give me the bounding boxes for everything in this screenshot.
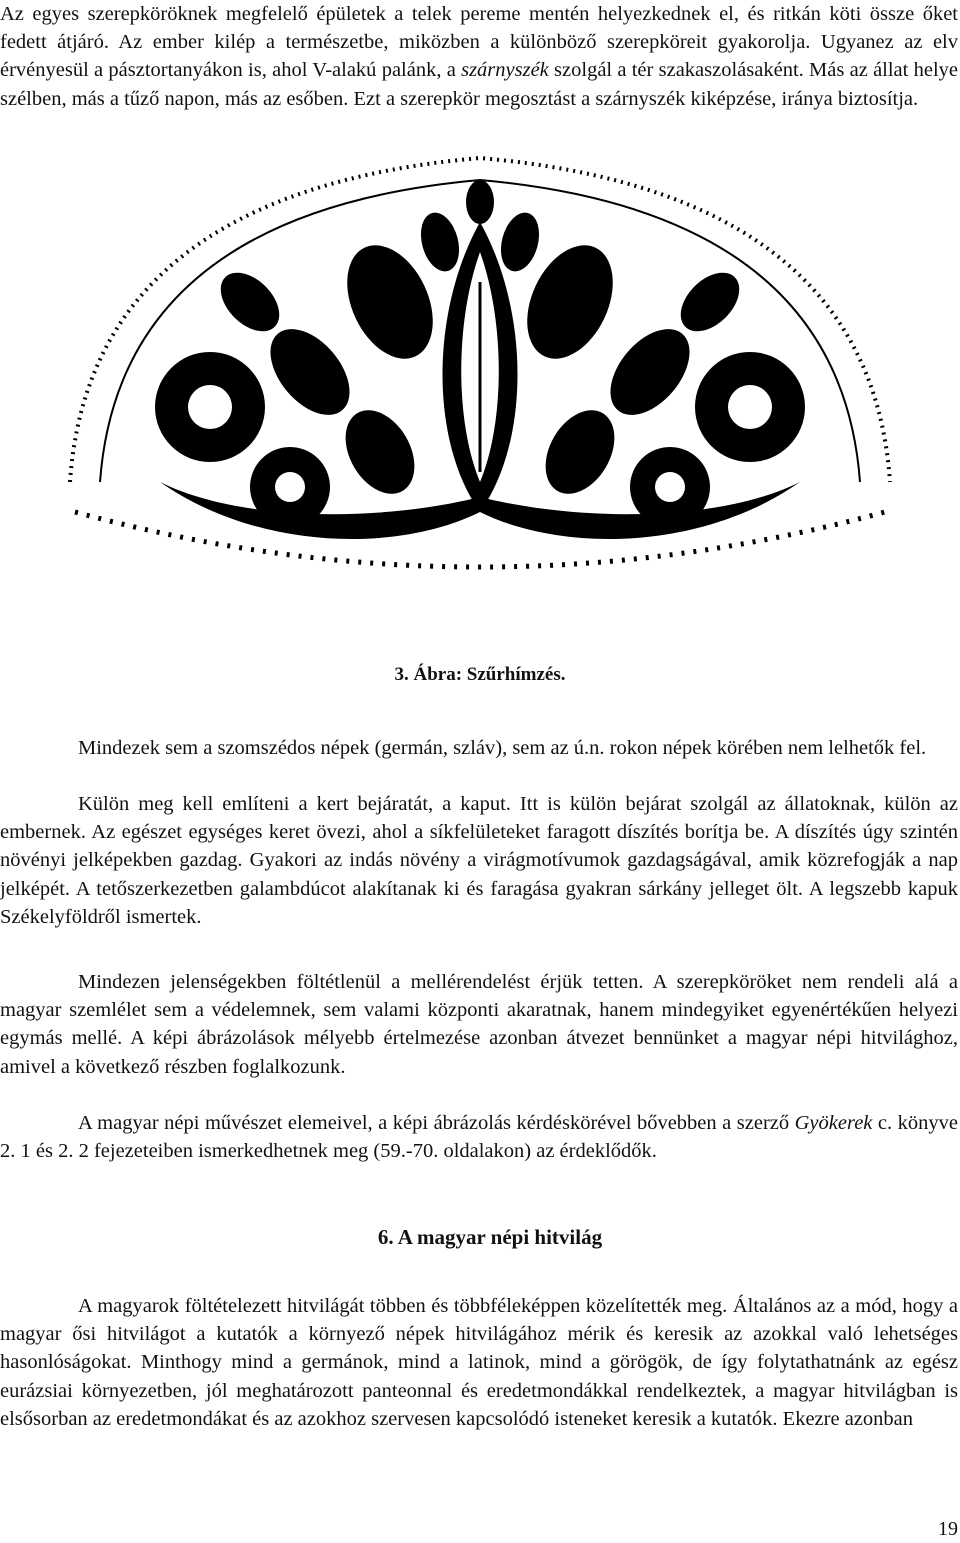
leaf-lower-left [332,398,429,506]
paragraph-1: Mindezek sem a szomszédos népek (germán, szláv), sem az ú.n. rokon népek körében nem lelhetők fel. [78,737,927,759]
figure-base-dotted-line [75,512,885,567]
intro-text-1: Az egyes szerepköröknek megfelelő épületek a telek pereme mentén helyezkednek el, és ritkán köti össze őket fedett átjáró. Az ember kilép a természetbe, miközben a különböző szerepköreit gyakorolja. Ugyanez az elv érvényesül a pásztortanyákon is, ahol V-alakú palánk, a [0,3,958,82]
leaf-lower-right [532,398,629,506]
bud-top-left [415,208,465,275]
tulip-right-mid [595,314,705,429]
paragraph-4-text-2: c. könyve 2. 1 és 2. 2 fejezeteiben ismerkedhetnek meg (59.-70. oldalakon) az érdeklődők. [0,1112,958,1163]
paragraph-3: Mindezen jelenségekben föltétlenül a mellérendelést érjük tetten. A szerepköröket nem rendeli alá a magyar szemlélet sem a védelemnek, sem valami központi akaratnak, hanem mindegyiket egyenértékűen helyezi egymás mellé. A képi ábrázolások mélyebb értelmezése azonban átvezet bennünket a magyar népi hitvilághoz, amivel a következő részben foglalkozunk. [0,971,958,1078]
figure-caption: 3. Ábra: Szűrhímzés. [394,664,566,685]
intro-italic-term: szárnyszék [461,59,549,82]
intro-paragraph [0,0,958,113]
section-heading: 6. A magyar népi hitvilág [377,1225,603,1249]
paragraph-2: Külön meg kell említeni a kert bejáratát, a kaput. Itt is külön bejárat szolgál az állatoknak, külön az embernek. Az egészet egységes keret övezi, ahol a síkfelületeket faragott díszítés borítja be. A díszítés úgy szintén növényi jelképekben gazdag. Gyakori az indás növény a virágmotívumok gazdagságával, amik közrefogják a nap jelképét. A tetőszerkezetben galambdúcot alakítanak ki és faragása gyakran sárkány jelleget ölt. A legszebb kapuk Székelyföldről ismertek. [0,793,958,928]
book-title: Gyökerek [794,1112,873,1134]
bud-top-right [495,208,545,275]
bud-far-left [210,262,291,343]
paragraph-4 [0,1109,958,1165]
paragraph-4-text-1: A magyar népi művészet elemeivel, a képi ábrázolás kérdéskörével bővebben a szerző [78,1112,795,1134]
intro-text-2: szolgál a tér szakaszolásaként. Más az állat helye szélben, más a tűző napon, más az esőben. Ezt a szerepkör megosztást a szárnyszék kiképzése, iránya biztosítja. [0,59,959,110]
tulip-left-mid [255,314,365,429]
embroidery-figure [60,152,900,657]
floral-ornament [155,180,805,539]
bud-far-right [670,262,751,343]
section-paragraph: A magyarok föltételezett hitvilágát többen és többféleképpen közelítették meg. Általános az a mód, hogy a magyar ősi hitvilágot a kutatók a környező népek hitvilágához mérik és keresik az azokkal való lehetséges hasonlóságokat. Minthogy mind a germánok, mind a latinok, mind a görögök, de így folytathatnánk az egész eurázsiai környezetben, jól meghatározott panteonnal és eredetmondákkal rendelkeztek, a magyar hitvilágban is elsősorban az eredetmondákat és az azokhoz szervesen kapcsolódó isteneket keresik a kutatók. Ekezre azonban [0,1295,958,1430]
page-number: 19 [938,1518,958,1540]
bud-top-center [466,180,494,224]
